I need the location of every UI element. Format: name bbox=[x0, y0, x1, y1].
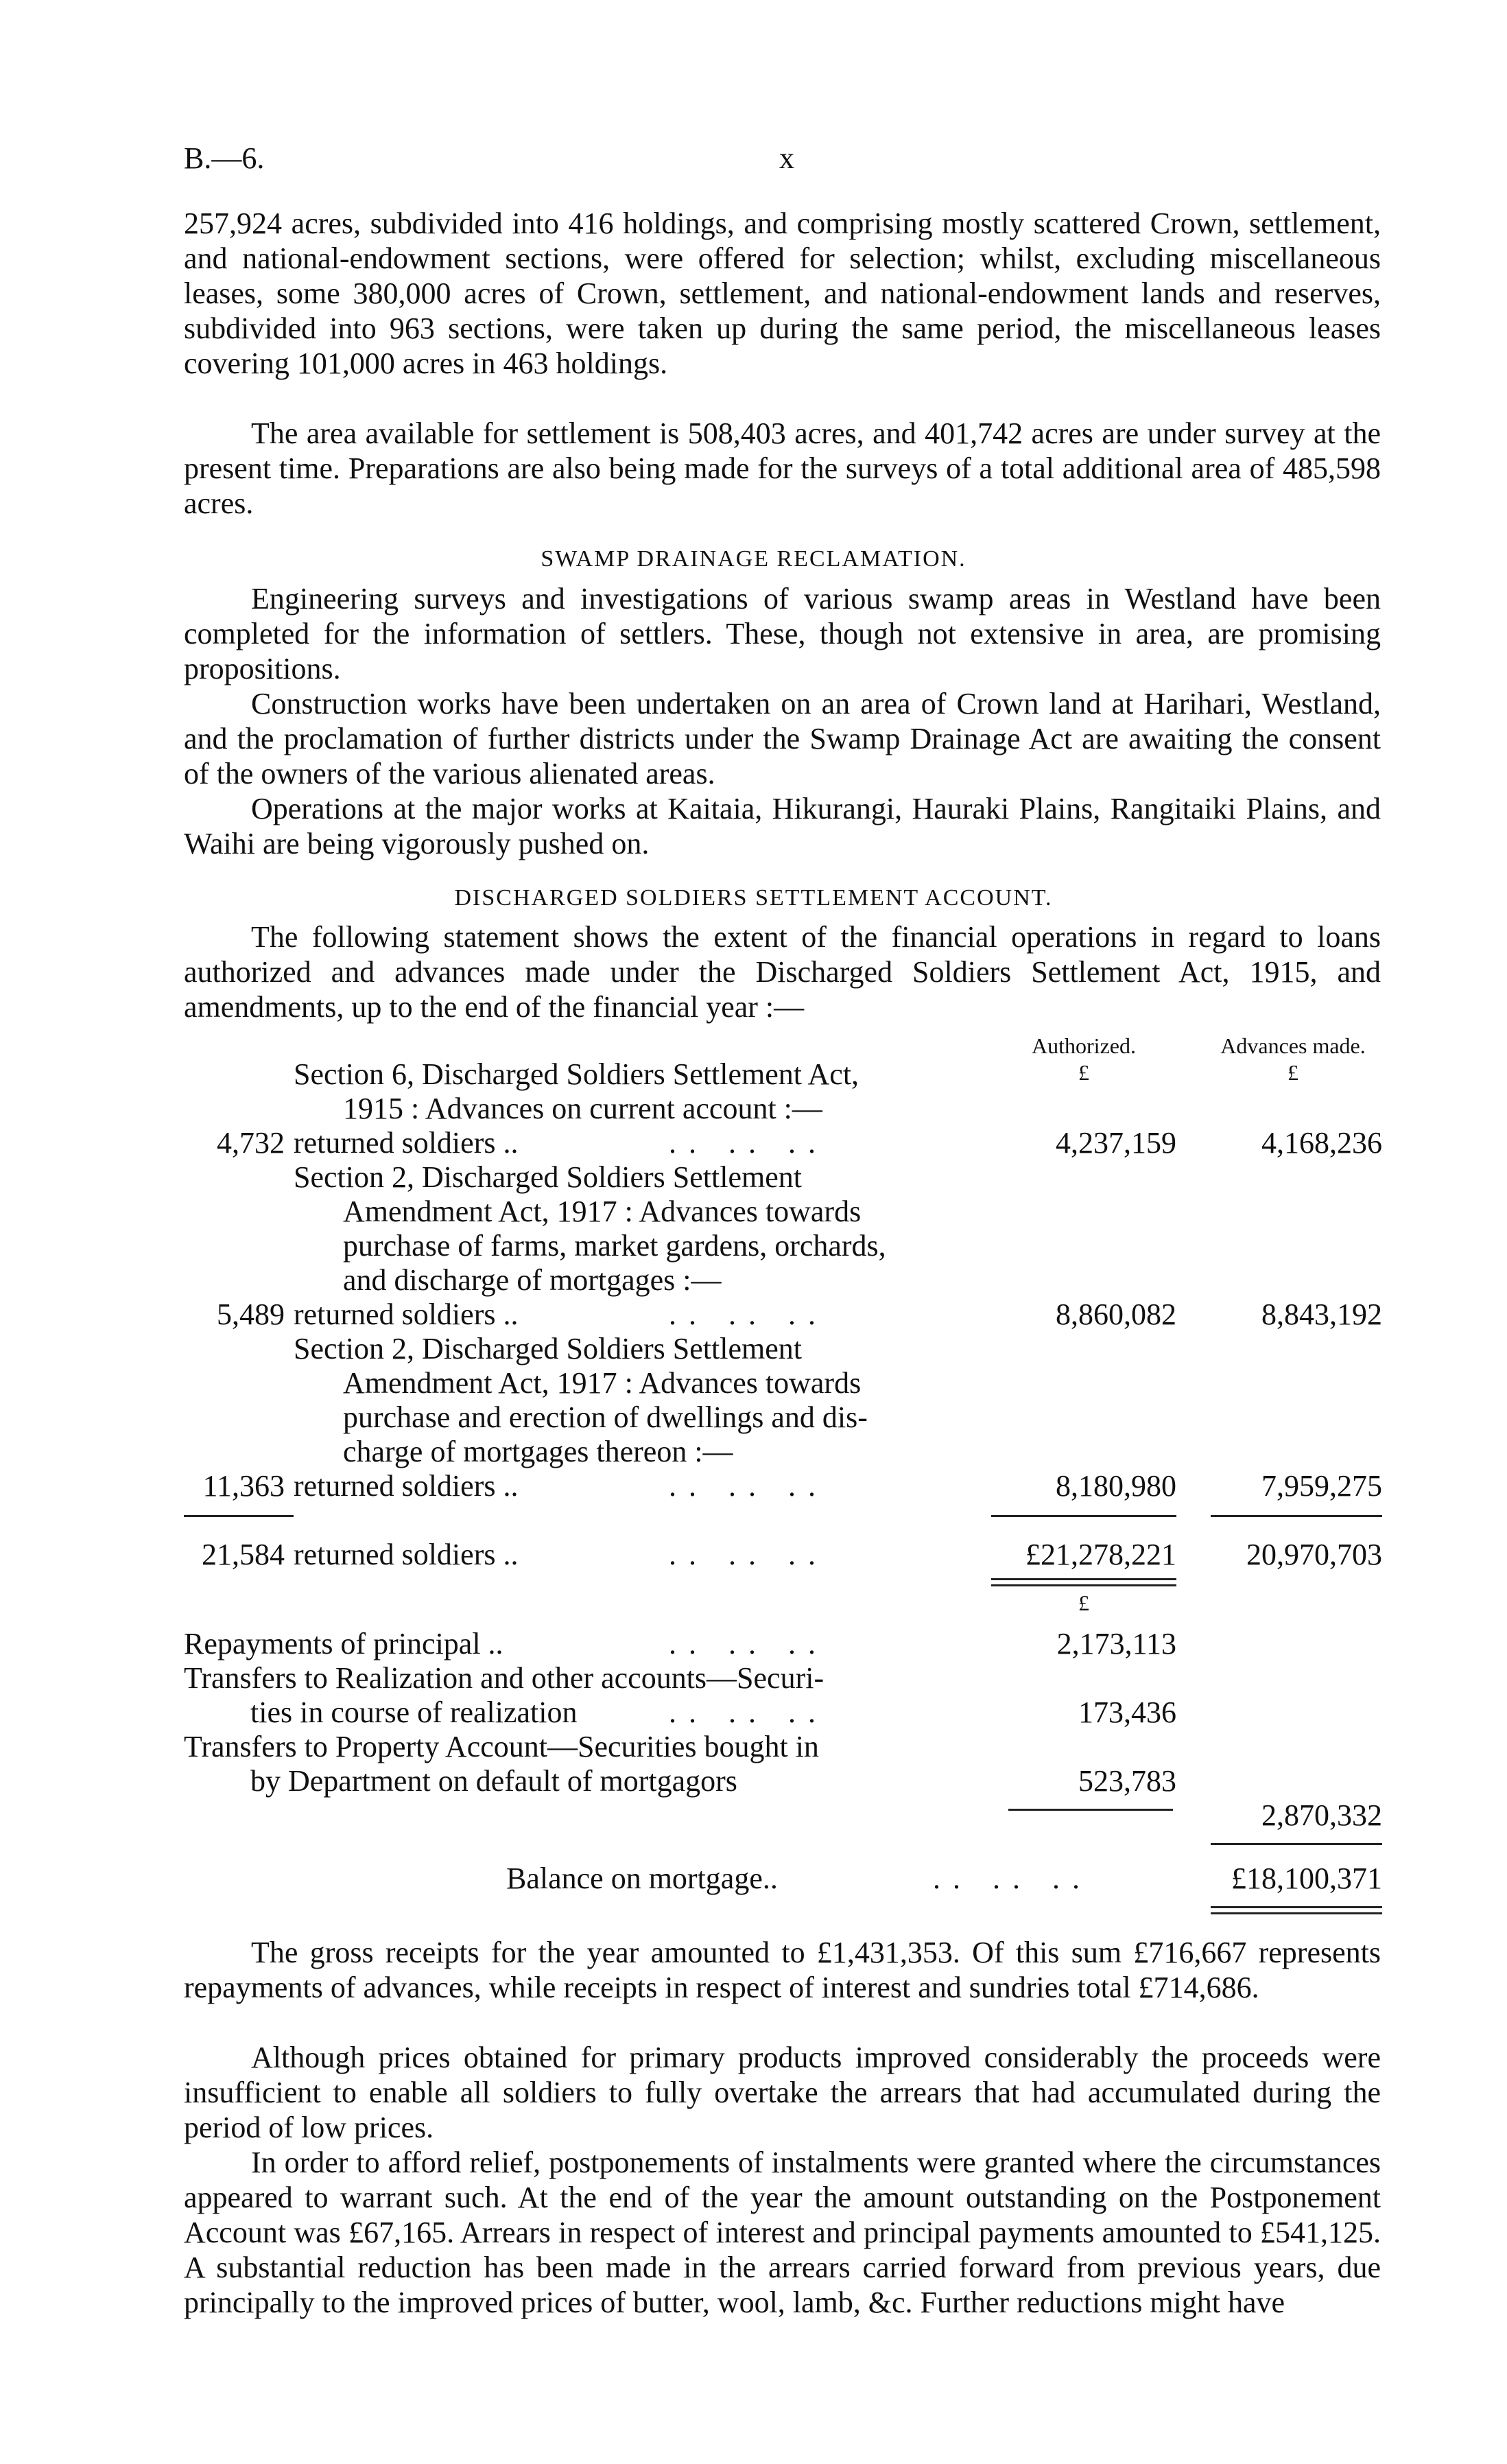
section-1-line-2: 1915 : Advances on current account :— bbox=[343, 1092, 822, 1125]
section-1-label: returned soldiers .. bbox=[294, 1126, 519, 1160]
double-rule-balance bbox=[1211, 1906, 1382, 1914]
deduction-property-amount: 523,783 bbox=[1078, 1764, 1176, 1798]
section-3-line-4: charge of mortgages thereon :— bbox=[343, 1435, 733, 1468]
section-1-advances: 4,168,236 bbox=[1261, 1126, 1382, 1160]
deduction-repayments-amount: 2,173,113 bbox=[1056, 1627, 1176, 1661]
deduction-realization-amount: 173,436 bbox=[1078, 1696, 1176, 1729]
paragraph-prices: Although prices obtained for primary products improved considerably the proceeds were insufficient to enable all soldiers to fully overtake the arrears that had accumulated during the period of low prices. bbox=[184, 2041, 1381, 2144]
section-3-advances: 7,959,275 bbox=[1261, 1469, 1382, 1503]
section-2-advances: 8,843,192 bbox=[1261, 1298, 1382, 1331]
deduction-realization-label-2: ties in course of realization bbox=[250, 1696, 578, 1729]
deduction-property-label-1: Transfers to Property Account—Securities bought in bbox=[184, 1730, 819, 1763]
section-2-count: 5,489 bbox=[217, 1298, 285, 1331]
page-number: x bbox=[779, 141, 794, 175]
total-label: returned soldiers .. bbox=[294, 1538, 519, 1571]
section-3-count: 11,363 bbox=[202, 1469, 285, 1503]
paragraph-area-available: The area available for settlement is 508,403 acres, and 401,742 acres are under survey at the present time. Preparations are also being made for the surveys of a total additional area of 485,598 acres. bbox=[184, 416, 1381, 520]
balance-leader-dots: .. .. .. bbox=[933, 1862, 1092, 1895]
total-count: 21,584 bbox=[202, 1538, 285, 1571]
balance-label: Balance on mortgage.. bbox=[506, 1862, 778, 1895]
section-2-line-2: Amendment Act, 1917 : Advances towards bbox=[343, 1195, 862, 1228]
section-1-leader-dots: .. .. .. bbox=[669, 1126, 828, 1160]
section-3-label: returned soldiers .. bbox=[294, 1469, 519, 1503]
column-header-advances: Advances made. bbox=[1220, 1033, 1366, 1058]
paragraph-swamp-operations: Operations at the major works at Kaitaia, Hikurangi, Hauraki Plains, Rangitaiki Plains, and Waihi are being vigorously pushed on. bbox=[184, 792, 1381, 860]
rule-count-subtotal bbox=[184, 1515, 294, 1517]
section-1-line-1: Section 6, Discharged Soldiers Settlement Act, bbox=[294, 1057, 859, 1091]
section-1-authorized: 4,237,159 bbox=[1056, 1126, 1176, 1160]
section-3-line-1: Section 2, Discharged Soldiers Settlement bbox=[294, 1332, 802, 1365]
deductions-total: 2,870,332 bbox=[1261, 1798, 1382, 1832]
currency-symbol-authorized: £ bbox=[1078, 1060, 1089, 1085]
paragraph-holdings: 257,924 acres, subdivided into 416 holdings, and comprising mostly scattered Crown, settlement, and national-endowment sections, were offered for selection; whilst, excluding miscellaneous leases, some 380,000 acres of Crown, settlement, and national-endowment lands and reserves, subdivided into 963 sections, were taken up during the same period, the miscellaneous leases covering 101,000 acres in 463 holdings. bbox=[184, 207, 1381, 380]
double-rule-authorized-total bbox=[991, 1578, 1176, 1586]
deduction-repayments-label: Repayments of principal .. bbox=[184, 1627, 503, 1661]
rule-deductions-subtotal bbox=[1008, 1809, 1173, 1811]
heading-discharged-soldiers: DISCHARGED SOLDIERS SETTLEMENT ACCOUNT. bbox=[454, 885, 1053, 911]
deduction-realization-label-1: Transfers to Realization and other accounts—Securi- bbox=[184, 1661, 824, 1695]
section-3-line-3: purchase and erection of dwellings and dis- bbox=[343, 1400, 868, 1434]
total-leader-dots: .. .. .. bbox=[669, 1538, 828, 1571]
balance-amount: £18,100,371 bbox=[1231, 1862, 1382, 1895]
deduction-repayments-leader-dots: .. .. .. bbox=[669, 1627, 828, 1661]
deduction-property-label-2: by Department on default of mortgagors bbox=[250, 1764, 737, 1798]
column-header-authorized: Authorized. bbox=[1032, 1033, 1136, 1058]
section-2-line-1: Section 2, Discharged Soldiers Settlement bbox=[294, 1160, 802, 1194]
section-2-label: returned soldiers .. bbox=[294, 1298, 519, 1331]
paragraph-postponements: In order to afford relief, postponements of instalments were granted where the circumstances appeared to warrant such. At the end of the year the amount outstanding on the Postponement Account was £67,165. Arrears in respect of interest and principal payments amounted to £541,125. A substantial reduction has been made in the arrears carried forward from previous years, due principally to the improved prices of butter, wool, lamb, &c. Further reductions might have bbox=[184, 2146, 1381, 2319]
currency-symbol-advances: £ bbox=[1288, 1060, 1298, 1085]
section-2-line-3: purchase of farms, market gardens, orchards, bbox=[343, 1229, 886, 1263]
rule-advances-subtotal bbox=[1211, 1515, 1382, 1517]
section-2-authorized: 8,860,082 bbox=[1056, 1298, 1176, 1331]
section-3-leader-dots: .. .. .. bbox=[669, 1469, 828, 1503]
paragraph-statement-intro: The following statement shows the extent of the financial operations in regard to loans authorized and advances made under the Discharged Soldiers Settlement Act, 1915, and amendments, up to the end of the financial year :— bbox=[184, 920, 1381, 1024]
section-2-leader-dots: .. .. .. bbox=[669, 1298, 828, 1331]
section-2-line-4: and discharge of mortgages :— bbox=[343, 1263, 722, 1297]
rule-deductions-total bbox=[1211, 1843, 1382, 1845]
paragraph-swamp-construction: Construction works have been undertaken on an area of Crown land at Harihari, Westland, and the proclamation of further districts under the Swamp Drainage Act are awaiting the consent of the owners of the various alienated areas. bbox=[184, 687, 1381, 790]
currency-symbol-deductions: £ bbox=[1078, 1591, 1089, 1615]
total-authorized: £21,278,221 bbox=[1025, 1538, 1176, 1571]
page-code: B.—6. bbox=[184, 141, 265, 175]
section-3-line-2: Amendment Act, 1917 : Advances towards bbox=[343, 1366, 862, 1400]
section-1-count: 4,732 bbox=[217, 1126, 285, 1160]
paragraph-swamp-surveys: Engineering surveys and investigations of various swamp areas in Westland have been completed for the information of settlers. These, though not extensive in area, are promising propositions. bbox=[184, 582, 1381, 685]
total-advances: 20,970,703 bbox=[1246, 1538, 1382, 1571]
section-3-authorized: 8,180,980 bbox=[1056, 1469, 1176, 1503]
deduction-realization-leader-dots: .. .. .. bbox=[669, 1696, 828, 1729]
rule-authorized-subtotal bbox=[991, 1515, 1176, 1517]
paragraph-gross-receipts: The gross receipts for the year amounted to £1,431,353. Of this sum £716,667 represents repayments of advances, while receipts in respect of interest and sundries total £714,686. bbox=[184, 1936, 1381, 2004]
heading-swamp-drainage: SWAMP DRAINAGE RECLAMATION. bbox=[541, 546, 966, 572]
